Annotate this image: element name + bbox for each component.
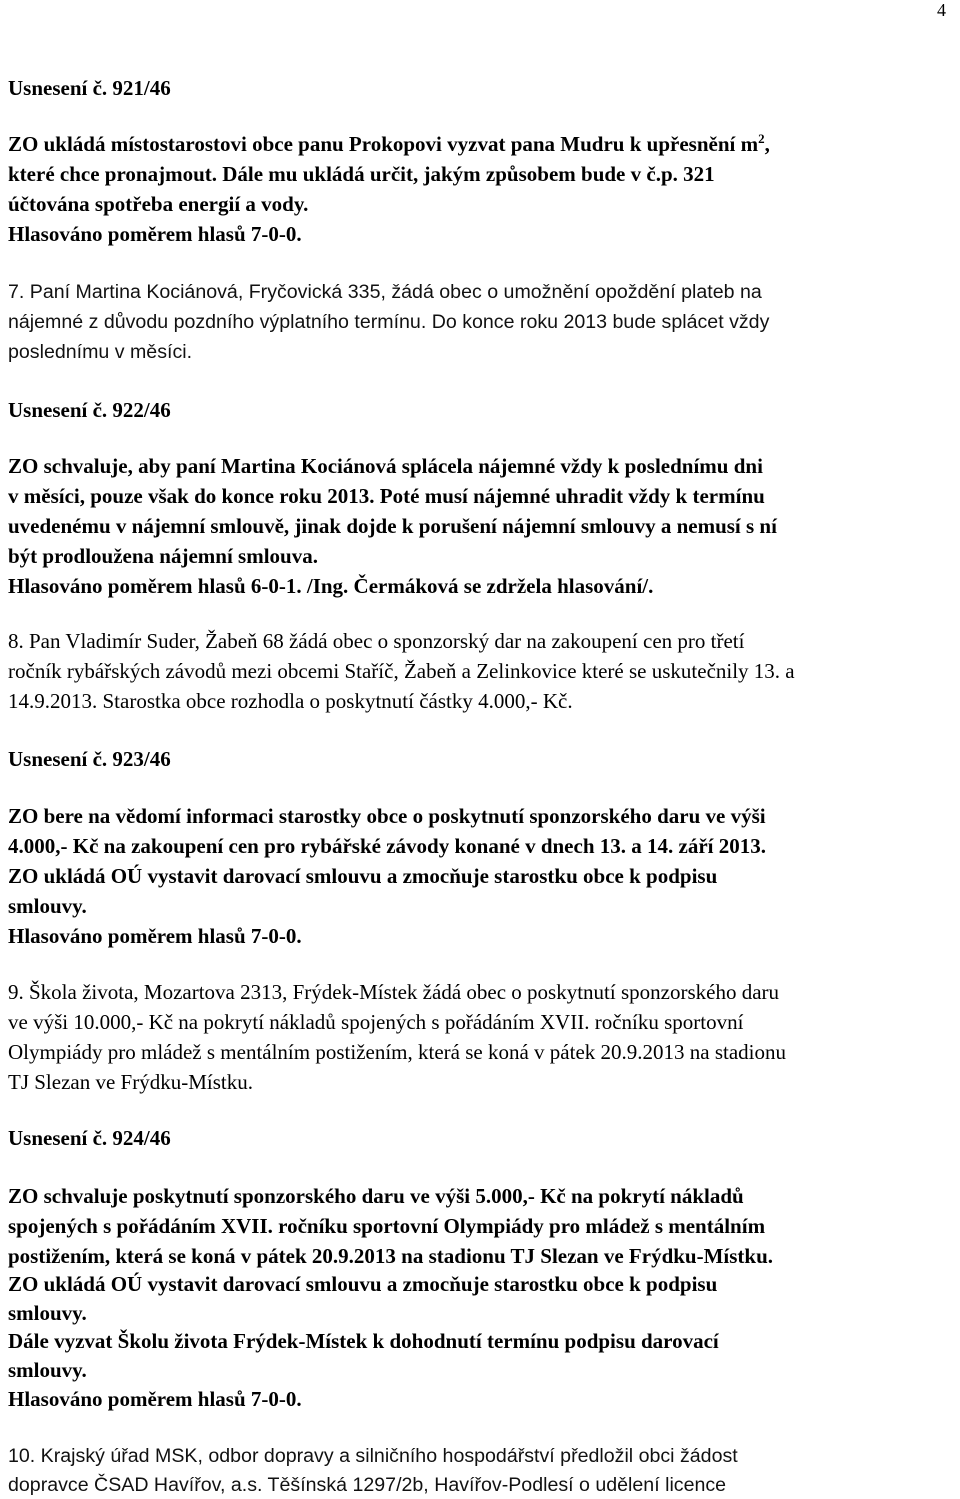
resolution-text-line: smlouvy. — [8, 1301, 87, 1325]
agenda-item-7-line: 7. Paní Martina Kociánová, Fryčovická 335, žádá obec o umožnění opoždění plateb na — [8, 281, 762, 303]
vote-result-line: Hlasováno poměrem hlasů 7-0-0. — [8, 924, 302, 948]
agenda-item-10-line: 10. Krajský úřad MSK, odbor dopravy a silničního hospodářství předložil obci žádost — [8, 1445, 738, 1467]
page-number: 4 — [937, 0, 946, 20]
agenda-item-8-line: 8. Pan Vladimír Suder, Žabeň 68 žádá obec o sponzorský dar na zakoupení cen pro třetí — [8, 629, 745, 653]
resolution-heading-921: Usnesení č. 921/46 — [8, 76, 171, 100]
resolution-text-line: 4.000,- Kč na zakoupení cen pro rybářské závody konané v dnech 13. a 14. září 2013. — [8, 834, 766, 858]
resolution-text-line: postižením, která se koná v pátek 20.9.2013 na stadionu TJ Slezan ve Frýdku-Místku. — [8, 1244, 774, 1268]
resolution-heading-923: Usnesení č. 923/46 — [8, 747, 171, 771]
agenda-item-8-line: ročník rybářských závodů mezi obcemi Staříč, Žabeň a Zelinkovice které se uskutečnily 13. a — [8, 659, 795, 683]
agenda-item-9-line: 9. Škola života, Mozartova 2313, Frýdek-Místek žádá obec o poskytnutí sponzorského daru — [8, 980, 780, 1004]
vote-result-line: Hlasováno poměrem hlasů 7-0-0. — [8, 1387, 302, 1411]
resolution-text-line: ZO schvaluje, aby paní Martina Kociánová splácela nájemné vždy k poslednímu dni — [8, 454, 763, 478]
agenda-item-7-line: poslednímu v měsíci. — [8, 341, 193, 363]
agenda-item-9-line: ve výši 10.000,- Kč na pokrytí nákladů spojených s pořádáním XVII. ročníku sportovní — [8, 1010, 744, 1034]
resolution-text-line: ZO schvaluje poskytnutí sponzorského daru ve výši 5.000,- Kč na pokrytí nákladů — [8, 1184, 744, 1208]
resolution-text-line: uvedenému v nájemní smlouvě, jinak dojde k porušení nájemní smlouvy a nemusí s ní — [8, 514, 777, 538]
superscript: 2 — [758, 131, 765, 146]
resolution-text-line: účtována spotřeba energií a vody. — [8, 192, 309, 216]
resolution-text-line: ZO ukládá OÚ vystavit darovací smlouvu a zmocňuje starostku obce k podpisu — [8, 1272, 718, 1296]
resolution-text-line: smlouvy. — [8, 1358, 87, 1382]
agenda-item-9-line: Olympiády pro mládež s mentálním postižením, která se koná v pátek 20.9.2013 na stadionu — [8, 1040, 786, 1064]
resolution-text-line: ZO ukládá místostarostovi obce panu Prokopovi vyzvat pana Mudru k upřesnění $m^2$, — [8, 131, 770, 156]
resolution-text-line: v měsíci, pouze však do konce roku 2013. Poté musí nájemné uhradit vždy k termínu — [8, 484, 765, 508]
resolution-text-line: ZO bere na vědomí informaci starostky obce o poskytnutí sponzorského daru ve výši — [8, 804, 766, 828]
resolution-text-line: Dále vyzvat Školu života Frýdek-Místek k dohodnutí termínu podpisu darovací — [8, 1329, 719, 1353]
resolution-text-line: ZO ukládá OÚ vystavit darovací smlouvu a zmocňuje starostku obce k podpisu — [8, 864, 718, 888]
resolution-heading-922: Usnesení č. 922/46 — [8, 398, 171, 422]
agenda-item-7-line: nájemné z důvodu pozdního výplatního termínu. Do konce roku 2013 bude splácet vždy — [8, 311, 770, 333]
resolution-text-line: které chce pronajmout. Dále mu ukládá určit, jakým způsobem bude v č.p. 321 — [8, 162, 715, 186]
vote-result-line: Hlasováno poměrem hlasů 6-0-1. /Ing. Čermáková se zdržela hlasování/. — [8, 574, 654, 598]
agenda-item-10-line: dopravce ČSAD Havířov, a.s. Těšínská 1297/2b, Havířov-Podlesí o udělení licence — [8, 1474, 727, 1496]
resolution-text-line: být prodloužena nájemní smlouva. — [8, 544, 318, 568]
vote-result-line: Hlasováno poměrem hlasů 7-0-0. — [8, 222, 302, 246]
agenda-item-8-line: 14.9.2013. Starostka obce rozhodla o poskytnutí částky 4.000,- Kč. — [8, 689, 573, 713]
resolution-text-line: smlouvy. — [8, 894, 87, 918]
resolution-text-line: spojených s pořádáním XVII. ročníku sportovní Olympiády pro mládež s mentálním — [8, 1214, 766, 1238]
resolution-heading-924: Usnesení č. 924/46 — [8, 1126, 171, 1150]
agenda-item-9-line: TJ Slezan ve Frýdku-Místku. — [8, 1070, 253, 1094]
